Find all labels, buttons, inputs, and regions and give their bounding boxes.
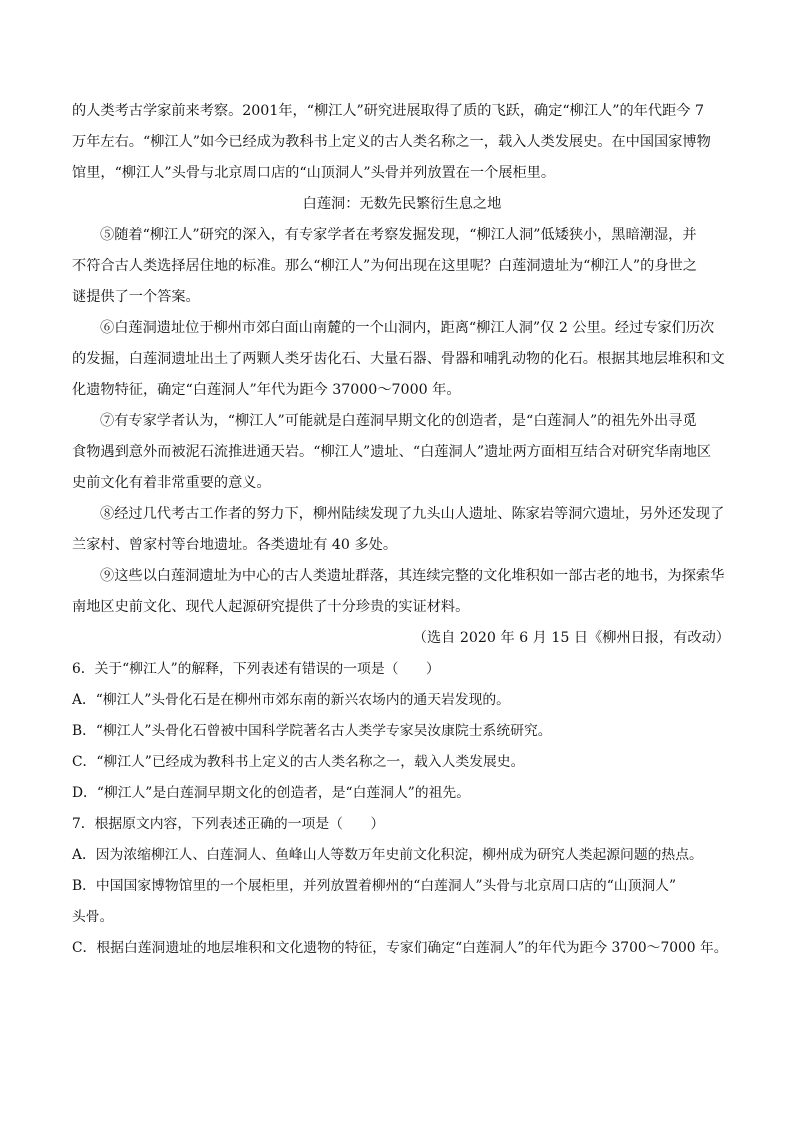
text-line: 史前文化有着非常重要的意义。 <box>72 475 271 491</box>
paragraph-5 <box>72 220 732 313</box>
text-line: 的人类考古学家前来考察。2001年，“柳江人”研究进展取得了质的飞跃，确定“柳江人”的年代距今 7 <box>72 103 704 119</box>
text-line: ⑦有专家学者认为，“柳江人”可能就是白莲洞早期文化的创造者，是“白莲洞人”的祖先外出寻觅 <box>100 413 697 429</box>
option-b: B．中国国家博物馆里的一个展柜里，并列放置着柳州的“白莲洞人”头骨与北京周口店的“山顶洞人” <box>72 878 677 894</box>
paragraph-7 <box>72 406 732 499</box>
question-6 <box>72 654 732 809</box>
paragraph-intro <box>72 96 732 189</box>
option-a: A．因为浓缩柳江人、白莲洞人、鱼峰山人等数万年史前文化积淀，柳州成为研究人类起源问题的热点。 <box>72 847 703 863</box>
question-stem: 7．根据原文内容，下列表述正确的一项是（ ） <box>72 816 385 832</box>
text-line: ⑧经过几代考古工作者的努力下，柳州陆续发现了九头山人遗址、陈家岩等洞穴遗址，另外还发现了 <box>100 506 725 522</box>
text-line: 食物遇到意外而被泥石流推进通天岩。“柳江人”遗址、“白莲洞人”遗址两方面相互结合对研究华南地区 <box>72 444 712 460</box>
question-7 <box>72 809 732 964</box>
option-d: D．“柳江人”是白莲洞早期文化的创造者，是“白莲洞人”的祖先。 <box>72 785 470 801</box>
text-line: 的发掘，白莲洞遗址出土了两颗人类牙齿化石、大量石器、骨器和哺乳动物的化石。根据其地层堆积和文 <box>72 351 725 367</box>
text-line: 不符合古人类选择居住地的标准。那么“柳江人”为何出现在这里呢？白莲洞遗址为“柳江人”的身世之 <box>72 258 697 274</box>
text-line: 馆里，“柳江人”头骨与北京周口店的“山顶洞人”头骨并列放置在一个展柜里。 <box>72 165 556 181</box>
question-stem: 6．关于“柳江人”的解释，下列表述有错误的一项是（ ） <box>72 661 440 677</box>
paragraph-9 <box>72 561 732 623</box>
text-line: ⑤随着“柳江人”研究的深入，有专家学者在考察发掘发现，“柳江人洞”低矮狭小，黑暗潮湿，并 <box>100 227 697 243</box>
paragraph-8 <box>72 499 732 561</box>
option-b-continued: 头骨。 <box>72 909 114 925</box>
text-line: 兰家村、曾家村等台地遗址。各类遗址有 40 多处。 <box>72 537 398 553</box>
text-line: 南地区史前文化、现代人起源研究提供了十分珍贵的实证材料。 <box>72 599 470 615</box>
document-page <box>72 96 732 964</box>
text-line: 谜提供了一个答案。 <box>72 289 200 305</box>
source-citation: （选自 2020 年 6 月 15 日《柳州日报，有改动） <box>412 630 730 646</box>
text-line: 化遗物特征，确定“白莲洞人”年代为距今 37000～7000 年。 <box>72 382 461 398</box>
option-c: C．根据白莲洞遗址的地层堆积和文化遗物的特征，专家们确定“白莲洞人”的年代为距今 3700～7000 年。 <box>72 940 728 956</box>
option-c: C．“柳江人”已经成为教科书上定义的古人类名称之一，载入人类发展史。 <box>72 754 525 770</box>
text-line: 万年左右。“柳江人”如今已经成为教科书上定义的古人类名称之一，载入人类发展史。在中国国家博物 <box>72 134 711 150</box>
section-heading: 白莲洞：无数先民繁衍生息之地 <box>302 196 502 212</box>
text-line: ⑥白莲洞遗址位于柳州市郊白面山南麓的一个山洞内，距离“柳江人洞”仅 2 公里。经过专家们历次 <box>100 320 715 336</box>
paragraph-6 <box>72 313 732 406</box>
option-b: B．“柳江人”头骨化石曾被中国科学院著名古人类学专家吴汝康院士系统研究。 <box>72 723 552 739</box>
option-a: A．“柳江人”头骨化石是在柳州市郊东南的新兴农场内的通天岩发现的。 <box>72 692 510 708</box>
text-line: ⑨这些以白莲洞遗址为中心的古人类遗址群落，其连续完整的文化堆积如一部古老的地书，为探索华 <box>100 568 725 584</box>
